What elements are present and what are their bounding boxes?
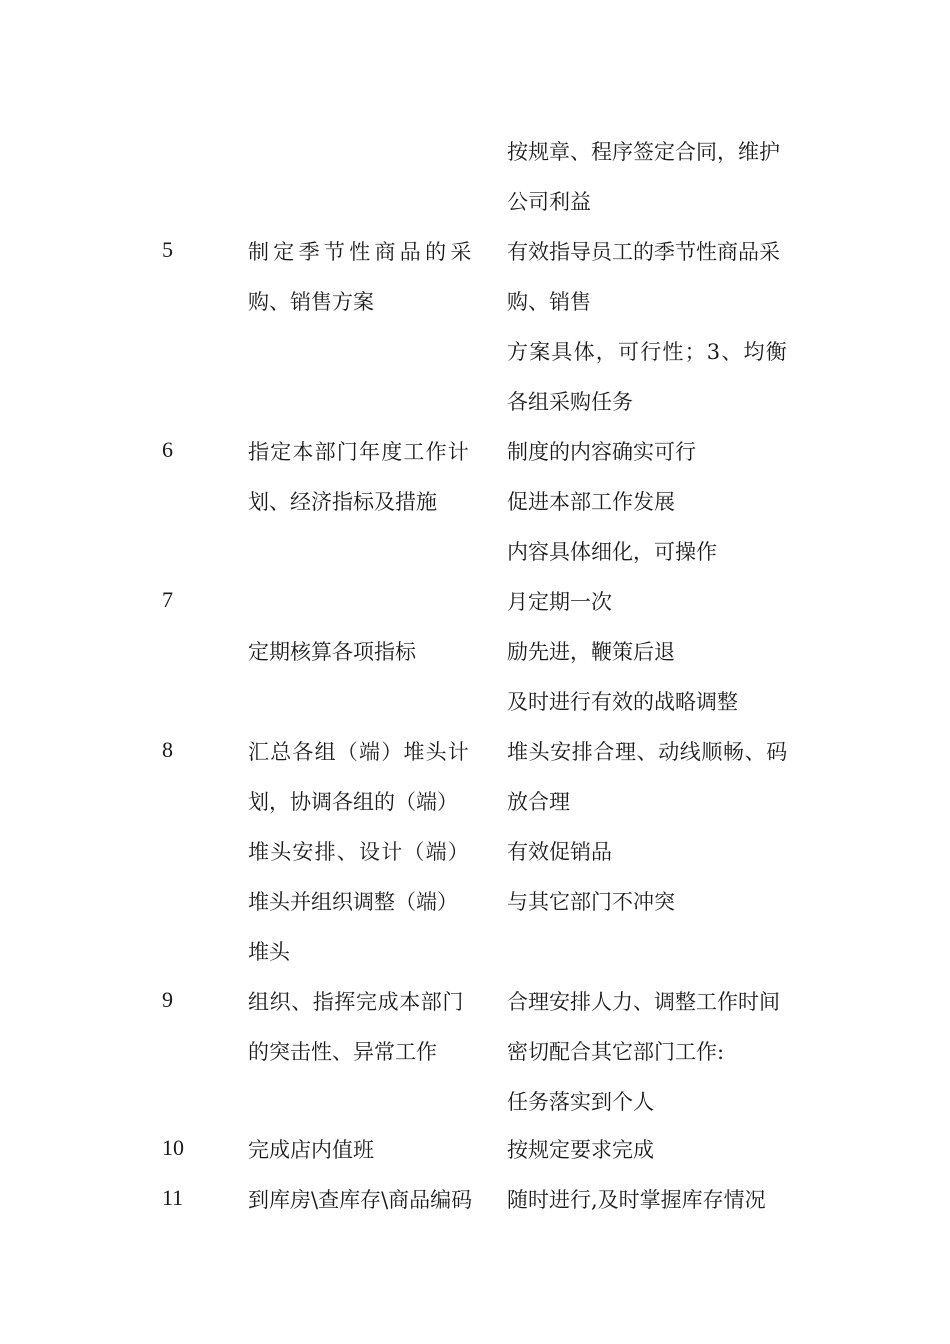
standard-line: 与其它部门不冲突 [507,890,675,914]
row-number: 6 [162,437,173,462]
task-line: 划，协调各组的（端） [248,790,458,814]
standard-line: 按规章、程序签定合同，维护 [507,140,780,164]
task-line: 完成店内值班 [248,1138,374,1162]
row-number: 7 [162,587,173,612]
task-line: 划、经济指标及措施 [248,490,437,514]
row-number: 11 [162,1185,184,1210]
standard-line: 任务落实到个人 [507,1090,654,1114]
standard-line: 有效指导员工的季节性商品采 [507,240,780,264]
task-line: 制定季节性商品的采 [248,240,476,264]
task-line: 到库房\查库存\商品编码 [248,1188,473,1212]
task-line: 的突击性、异常工作 [248,1040,437,1064]
standard-line: 促进本部工作发展 [507,490,675,514]
standard-line: 方案具体，可行性；3、均衡 [507,340,788,364]
standard-line: 公司利益 [507,190,591,214]
task-line: 堆头安排、设计（端） [248,840,470,864]
standard-line: 密切配合其它部门工作: [507,1040,725,1064]
task-line: 购、销售方案 [248,290,374,314]
row-number: 9 [162,987,173,1012]
standard-line: 励先进，鞭策后退 [507,640,675,664]
standard-line: 各组采购任务 [507,390,633,414]
standard-line: 合理安排人力、调整工作时间 [507,990,780,1014]
task-line: 定期核算各项指标 [248,640,416,664]
standard-line: 购、销售 [507,290,591,314]
standard-line: 制度的内容确实可行 [507,440,696,464]
row-number: 5 [162,237,173,262]
standard-line: 堆头安排合理、动线顺畅、码 [507,740,788,764]
task-line: 堆头并组织调整（端） [248,890,458,914]
standard-line: 按规定要求完成 [507,1138,654,1162]
task-line: 组织、指挥完成本部门 [248,990,464,1014]
standard-line: 随时进行,及时掌握库存情况 [507,1188,766,1212]
task-line: 汇总各组（端）堆头计 [248,740,470,764]
task-line: 指定本部门年度工作计 [248,440,470,464]
standard-line: 内容具体细化，可操作 [507,540,717,564]
task-line: 堆头 [248,940,290,964]
row-number: 10 [162,1135,184,1160]
standard-line: 月定期一次 [507,590,612,614]
row-number: 8 [162,737,173,762]
standard-line: 有效促销品 [507,840,612,864]
standard-line: 及时进行有效的战略调整 [507,690,738,714]
standard-line: 放合理 [507,790,570,814]
